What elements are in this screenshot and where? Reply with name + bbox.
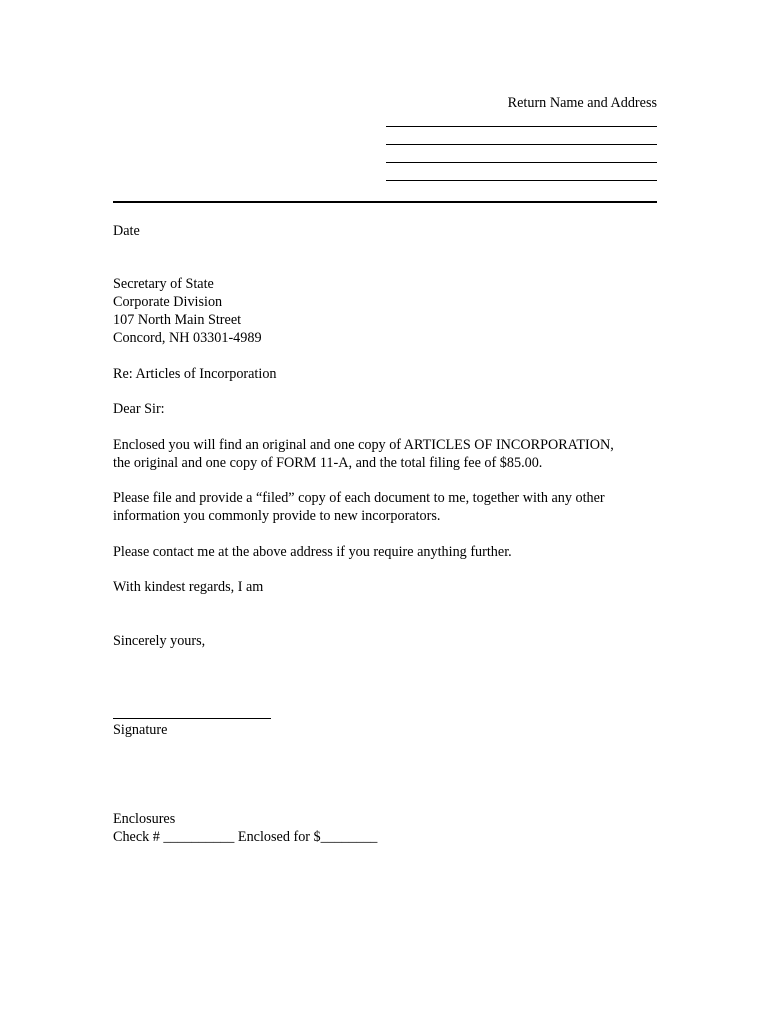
body-paragraph-2-line-1: Please file and provide a “filed” copy of each document to me, together with any other <box>113 490 605 506</box>
return-address-title: Return Name and Address <box>507 95 657 111</box>
body-paragraph-4: With kindest regards, I am <box>113 579 264 595</box>
signature-label: Signature <box>113 722 168 738</box>
salutation: Dear Sir: <box>113 401 165 417</box>
enclosures-check-line: Check # __________ Enclosed for $________ <box>113 829 378 845</box>
body-paragraph-1-line-1: Enclosed you will find an original and one copy of ARTICLES OF INCORPORATION, <box>113 437 614 453</box>
recipient-line-2: Corporate Division <box>113 294 223 310</box>
return-address-line-4 <box>386 180 657 181</box>
return-address-line-1 <box>386 126 657 127</box>
recipient-line-3: 107 North Main Street <box>113 312 242 328</box>
closing: Sincerely yours, <box>113 633 206 649</box>
recipient-line-4: Concord, NH 03301-4989 <box>113 330 262 346</box>
signature-line <box>113 718 271 719</box>
body-paragraph-2-line-2: information you commonly provide to new incorporators. <box>113 508 441 524</box>
enclosures-label: Enclosures <box>113 811 176 827</box>
re-line: Re: Articles of Incorporation <box>113 366 277 382</box>
date-label: Date <box>113 223 140 239</box>
body-paragraph-1-line-2: the original and one copy of FORM 11-A, and the total filing fee of $85.00. <box>113 455 543 471</box>
return-address-line-3 <box>386 162 657 163</box>
recipient-line-1: Secretary of State <box>113 276 214 292</box>
header-divider <box>113 201 657 203</box>
body-paragraph-3: Please contact me at the above address if you require anything further. <box>113 544 512 560</box>
return-address-line-2 <box>386 144 657 145</box>
